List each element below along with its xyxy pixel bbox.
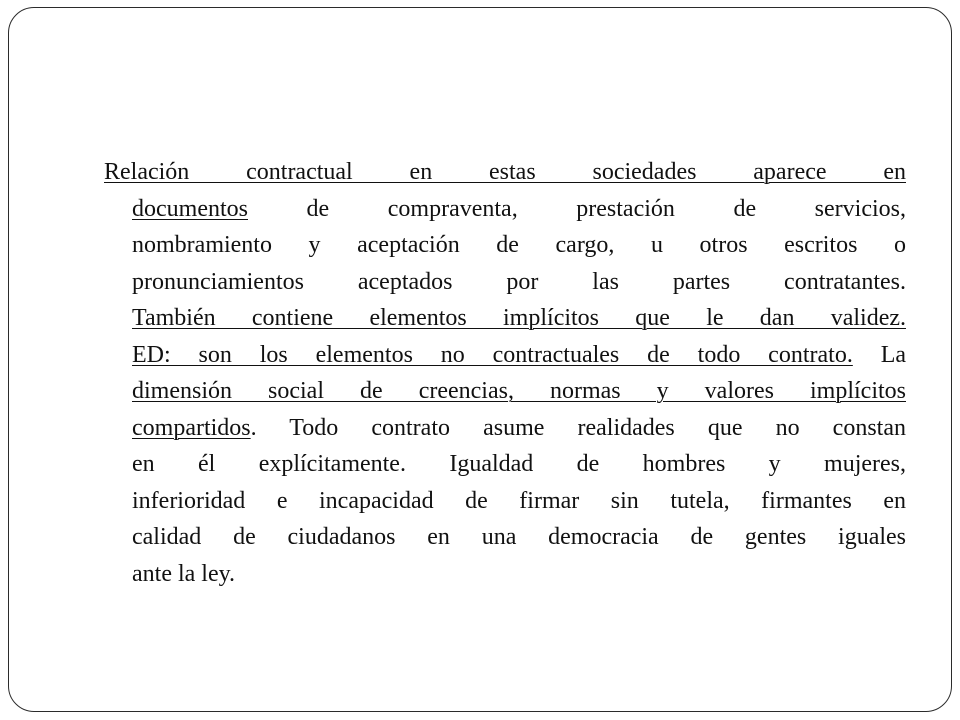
- underlined-text: Relación contractual en estas sociedades aparece en: [104, 159, 906, 185]
- paragraph-line: [132, 556, 906, 593]
- text-segment: inferioridad e incapacidad de firmar sin tutela, firmantes en: [132, 487, 906, 514]
- paragraph-line: [132, 446, 906, 483]
- text-segment: de compraventa, prestación de servicios,: [247, 195, 906, 222]
- text-segment: ante la ley.: [132, 560, 236, 587]
- paragraph-line: [132, 483, 906, 520]
- underlined-text: documentos: [132, 195, 248, 222]
- underlined-text: ED: son los elementos no contractuales de todo contrato.: [132, 341, 853, 368]
- paragraph-line: [132, 410, 906, 447]
- paragraph-line: [132, 519, 906, 556]
- body-paragraph: [104, 154, 906, 592]
- paragraph-line: [104, 154, 906, 191]
- paragraph-line: [132, 227, 906, 264]
- text-segment: . Todo contrato asume realidades que no constan: [250, 414, 906, 441]
- paragraph-line: [132, 264, 906, 301]
- text-segment: calidad de ciudadanos en una democracia de gentes iguales: [132, 524, 906, 550]
- text-segment: en él explícitamente. Igualdad de hombres y mujeres,: [132, 451, 906, 477]
- underlined-text: compartidos: [132, 414, 251, 441]
- text-segment: pronunciamientos aceptados por las partes contratantes.: [132, 268, 906, 295]
- paragraph-line: [132, 373, 906, 410]
- underlined-text: También contiene elementos implícitos que le dan validez.: [132, 305, 906, 331]
- paragraph-line: [132, 191, 906, 228]
- text-segment: nombramiento y aceptación de cargo, u otros escritos o: [132, 232, 906, 258]
- paragraph-line: [132, 300, 906, 337]
- text-segment: La: [852, 341, 907, 368]
- paragraph-line: [132, 337, 906, 374]
- underlined-text: dimensión social de creencias, normas y valores implícitos: [132, 378, 906, 404]
